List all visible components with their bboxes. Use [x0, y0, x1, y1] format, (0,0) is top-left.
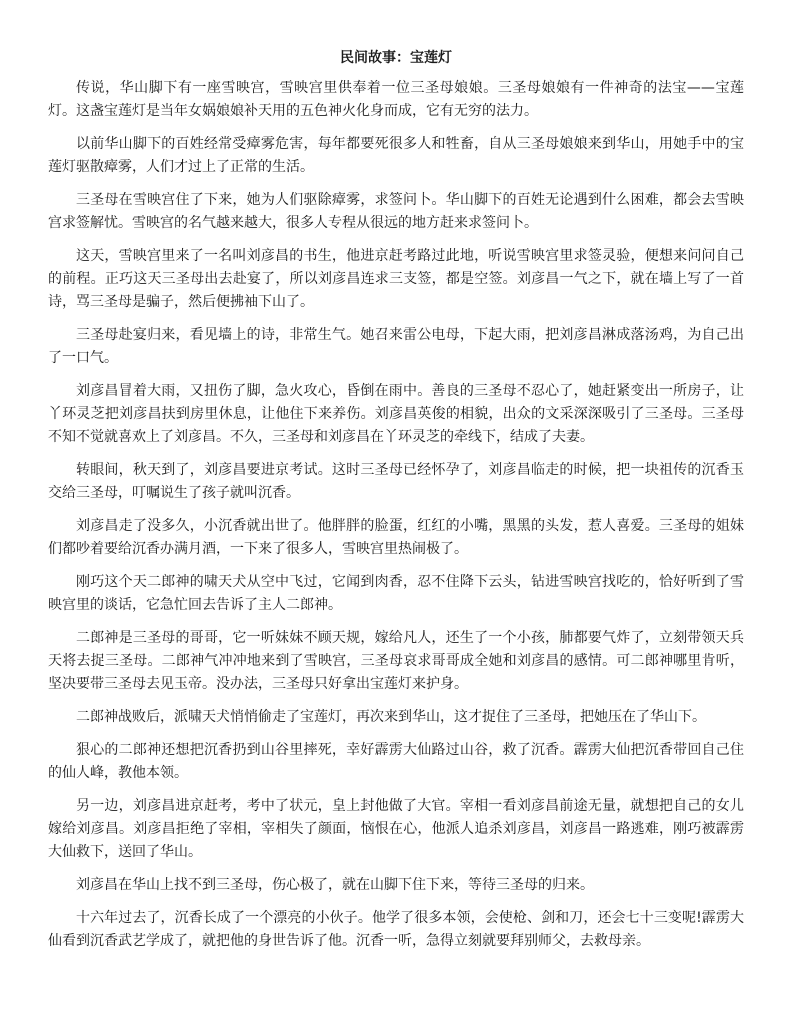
paragraph: 刚巧这个天二郎神的啸天犬从空中飞过，它闻到肉香，忍不住降下云头，钻进雪映宫找吃的，恰好听到了雪映宫里的谈话，它急忙回去告诉了主人二郎神。	[48, 574, 744, 613]
paragraph: 三圣母赴宴归来，看见墙上的诗，非常生气。她召来雷公电母，下起大雨，把刘彦昌淋成落汤鸡，为自己出了一口气。	[48, 327, 744, 366]
paragraph: 二郎神战败后，派啸天犬悄悄偷走了宝莲灯，再次来到华山，这才捉住了三圣母，把她压在了华山下。	[76, 709, 706, 725]
paragraph: 十六年过去了，沉香长成了一个漂亮的小伙子。他学了很多本领，会使枪、剑和刀，还会七十三变呢!霹雳大仙看到沉香武艺学成了，就把他的身世告诉了他。沉香一听，急得立刻就要拜别师父，去救母亲。	[48, 910, 744, 949]
paragraph: 转眼间，秋天到了，刘彦昌要进京考试。这时三圣母已经怀孕了，刘彦昌临走的时候，把一块祖传的沉香玉交给三圣母，叮嘱说生了孩子就叫沉香。	[48, 462, 744, 501]
paragraph: 以前华山脚下的百姓经常受瘴雾危害，每年都要死很多人和牲畜，自从三圣母娘娘来到华山，用她手中的宝莲灯驱散瘴雾，人们才过上了正常的生活。	[48, 136, 744, 175]
paragraph: 这天，雪映宫里来了一名叫刘彦昌的书生，他进京赶考路过此地，听说雪映宫里求签灵验，便想来问问自己的前程。正巧这天三圣母出去赴宴了，所以刘彦昌连求三支签，都是空签。刘彦昌一气之下，就在墙上写了一首诗，骂三圣母是骗子，然后便拂袖下山了。	[48, 248, 744, 310]
paragraph: 刘彦昌在华山上找不到三圣母，伤心极了，就在山脚下住下来，等待三圣母的归来。	[76, 877, 594, 893]
document-title: 民间故事：宝莲灯	[340, 50, 452, 66]
paragraph: 狠心的二郎神还想把沉香扔到山谷里摔死，幸好霹雳大仙路过山谷，救了沉香。霹雳大仙把沉香带回自己住的仙人峰，教他本领。	[48, 742, 744, 781]
paragraph: 三圣母在雪映宫住了下来，她为人们驱除瘴雾，求签问卜。华山脚下的百姓无论遇到什么困难，都会去雪映宫求签解忧。雪映宫的名气越来越大，很多人专程从很远的地方赶来求签问卜。	[48, 192, 744, 231]
paragraph: 传说，华山脚下有一座雪映宫，雪映宫里供奉着一位三圣母娘娘。三圣母娘娘有一件神奇的法宝——宝莲灯。这盏宝莲灯是当年女娲娘娘补天用的五色神火化身而成，它有无穷的法力。	[48, 80, 744, 119]
paragraph: 刘彦昌走了没多久，小沉香就出世了。他胖胖的脸蛋，红红的小嘴，黑黑的头发，惹人喜爱。三圣母的姐妹们都吵着要给沉香办满月酒，一下来了很多人，雪映宫里热闹极了。	[48, 518, 744, 557]
paragraph: 另一边，刘彦昌进京赶考，考中了状元，皇上封他做了大官。宰相一看刘彦昌前途无量，就想把自己的女儿嫁给刘彦昌。刘彦昌拒绝了宰相，宰相失了颜面，恼恨在心，他派人追杀刘彦昌，刘彦昌一路逃难，刚巧被霹雳大仙救下，送回了华山。	[48, 798, 744, 860]
paragraph: 二郎神是三圣母的哥哥，它一听妹妹不顾天规，嫁给凡人，还生了一个小孩，肺都要气炸了，立刻带领天兵天将去捉三圣母。二郎神气冲冲地来到了雪映宫，三圣母哀求哥哥成全她和刘彦昌的感情。可二郎神哪里肯听，坚决要带三圣母去见玉帝。没办法，三圣母只好拿出宝莲灯来护身。	[48, 630, 744, 692]
paragraph: 刘彦昌冒着大雨，又扭伤了脚，急火攻心，昏倒在雨中。善良的三圣母不忍心了，她赶紧变出一所房子，让丫环灵芝把刘彦昌扶到房里休息，让他住下来养伤。刘彦昌英俊的相貌，出众的文采深深吸引了三圣母。三圣母不知不觉就喜欢上了刘彦昌。不久，三圣母和刘彦昌在丫环灵芝的牵线下，结成了夫妻。	[48, 383, 744, 445]
